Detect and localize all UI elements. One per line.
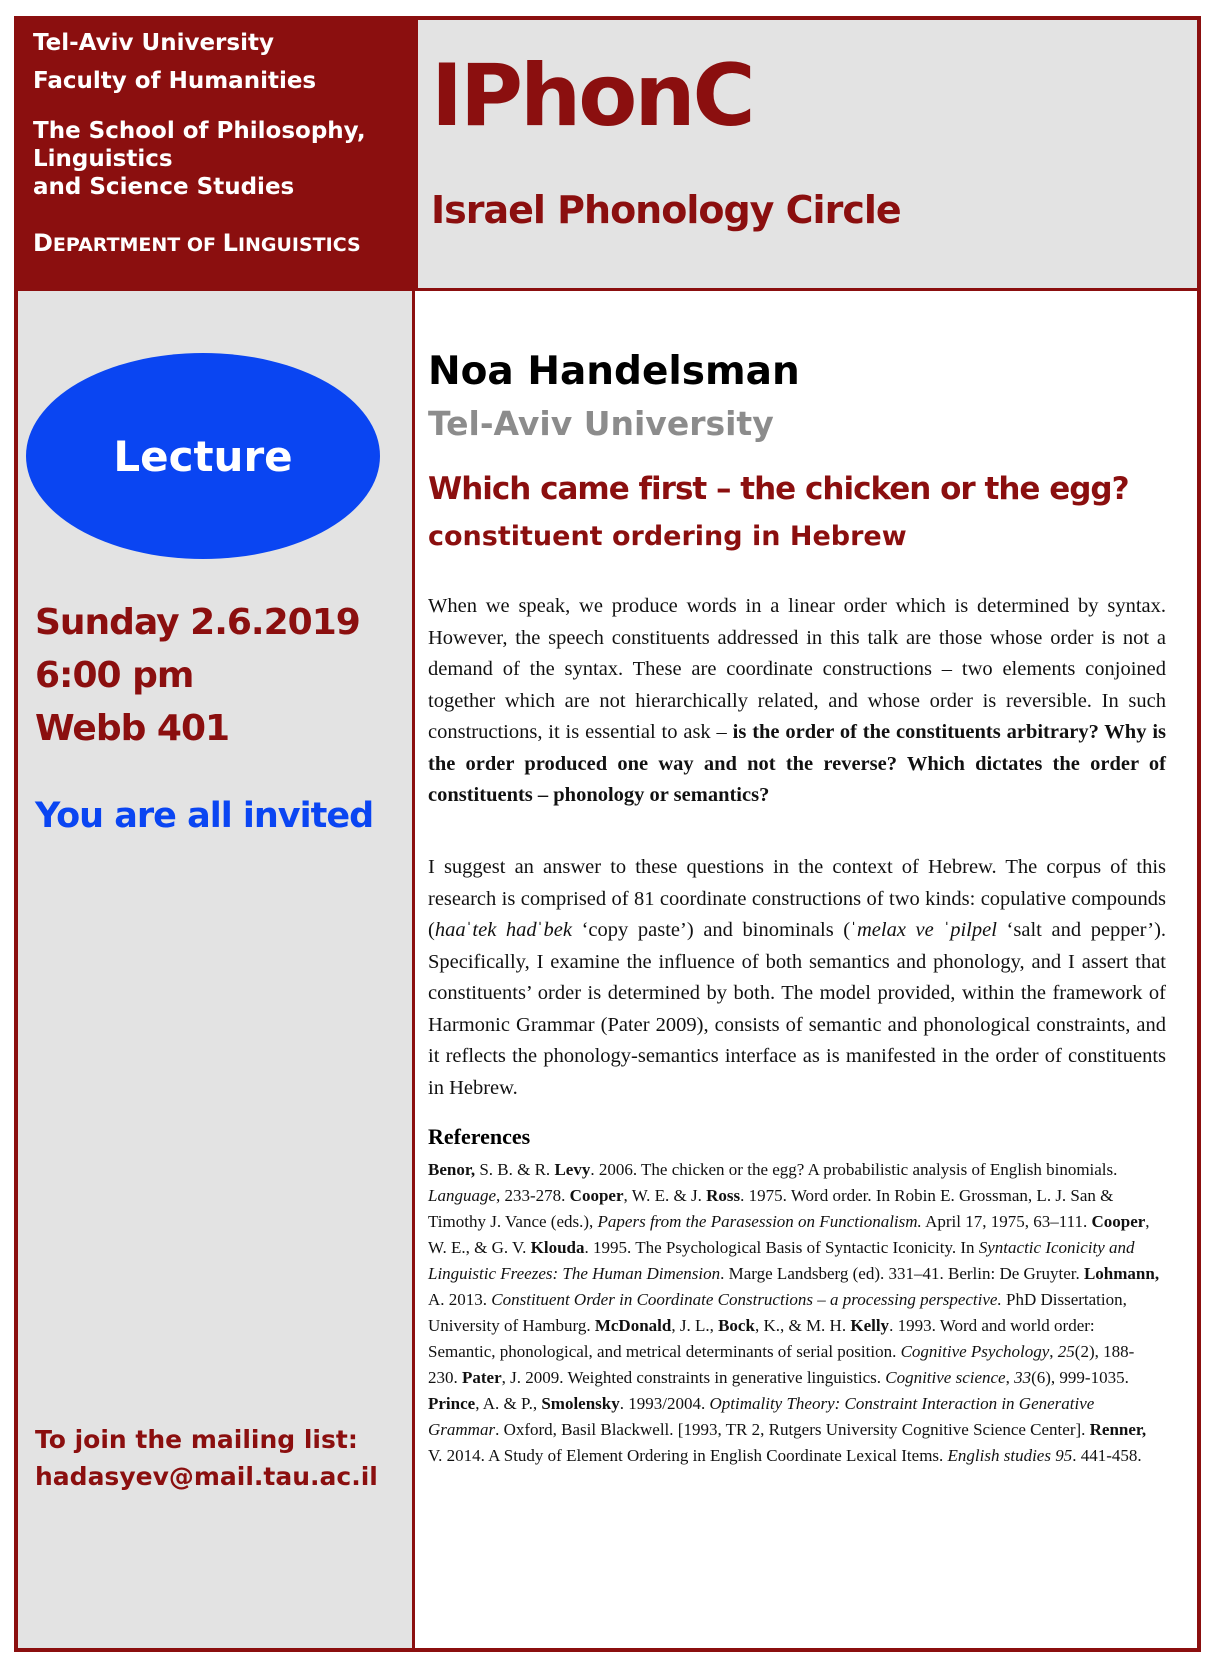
event-time: 6:00 pm <box>35 655 194 696</box>
sidebar <box>18 291 415 1648</box>
faculty-name: Faculty of Humanities <box>33 68 317 94</box>
institution-block <box>18 20 415 288</box>
invitation-text: You are all invited <box>35 796 374 836</box>
university-name: Tel-Aviv University <box>33 30 274 56</box>
references-heading: References <box>428 1124 531 1149</box>
talk-title: Which came first – the chicken or the egg? <box>428 471 1129 507</box>
speaker-affiliation: Tel-Aviv University <box>428 404 774 443</box>
event-room: Webb 401 <box>35 708 230 749</box>
main-content <box>415 291 1197 1648</box>
series-title: IPhonC <box>431 46 753 146</box>
abstract-paragraph-2: I suggest an answer to these questions in the context of Hebrew. The corpus of this research is comprised of 81 coordinate constructions of two kinds: copulative compounds (haaˈtek hadˈbek ‘copy paste’) and binominals (ˈmelax ve ˈpilpel ‘salt and pepper’). Specifically, I examine the influence of both semantics and phonology, and I assert that constituents’ order is determined by both. The model provided, within the framework of Harmonic Grammar (Pater 2009), consists of semantic and phonological constraints, and it reflects the phonology-semantics interface as is manifested in the order of constituents in Hebrew. <box>428 856 1167 1099</box>
lecture-badge-label: Lecture <box>113 431 293 481</box>
mailing-list-label: To join the mailing list: <box>35 1425 358 1454</box>
references-list: Benor, S. B. & R. Levy. 2006. The chicken or the egg? A probabilistic analysis of English binomials. Language, 233-278. Cooper, W. E. & J. Ross. 1975. Word order. In Robin E. Grossman, L. J. San & Timothy J. Vance (eds.), Papers from the Parasession on Functionalism. April 17, 1975, 63–111. Cooper, W. E., & G. V. Klouda. 1995. The Psychological Basis of Syntactic Iconicity. In Syntactic Iconicity and Linguistic Freezes: The Human Dimension. Marge Landsberg (ed). 331–41. Berlin: De Gruyter. Lohmann, A. 2013. Constituent Order in Coordinate Constructions – a processing perspective. PhD Dissertation, University of Hamburg. McDonald, J. L., Bock, K., & M. H. Kelly. 1993. Word and world order: Semantic, phonological, and metrical determinants of serial position. Cognitive Psychology, 25(2), 188-230. Pater, J. 2009. Weighted constraints in generative linguistics. Cognitive science, 33(6), 999-1035. Prince, A. & P., Smolensky. 1993/2004. Optimality Theory: Constraint Interaction in Generative Grammar. Oxford, Basil Blackwell. [1993, TR 2, Rutgers University Cognitive Science Center]. Renner, V. 2014. A Study of Element Ordering in English Coordinate Lexical Items. English studies 95. 441-458. <box>428 1160 1160 1465</box>
speaker-name: Noa Handelsman <box>428 349 800 394</box>
abstract-paragraph-1: When we speak, we produce words in a linear order which is determined by syntax. However, the speech constituents addressed in this talk are those whose order is not a demand of the syntax. These are coordinate constructions – two elements conjoined together which are not hierarchically related, and whose order is reversible. In such constructions, it is essential to ask – is the order of the constituents arbitrary? Why is the order produced one way and not the reverse? Which dictates the order of constituents – phonology or semantics? <box>428 595 1166 806</box>
title-block <box>415 20 1197 288</box>
series-subtitle: Israel Phonology Circle <box>431 188 901 232</box>
school-name-line-2: Linguistics <box>33 146 173 172</box>
talk-subtitle: constituent ordering in Hebrew <box>428 521 907 552</box>
event-date: Sunday 2.6.2019 <box>35 602 360 643</box>
school-name-line-1: The School of Philosophy, <box>33 118 366 144</box>
lecture-badge <box>26 353 380 559</box>
department-name: DEPARTMENT OF LINGUISTICS <box>33 229 361 257</box>
poster <box>14 16 1201 1652</box>
school-name-line-3: and Science Studies <box>33 174 295 200</box>
mailing-list-email[interactable]: hadasyev@mail.tau.ac.il <box>35 1462 378 1491</box>
